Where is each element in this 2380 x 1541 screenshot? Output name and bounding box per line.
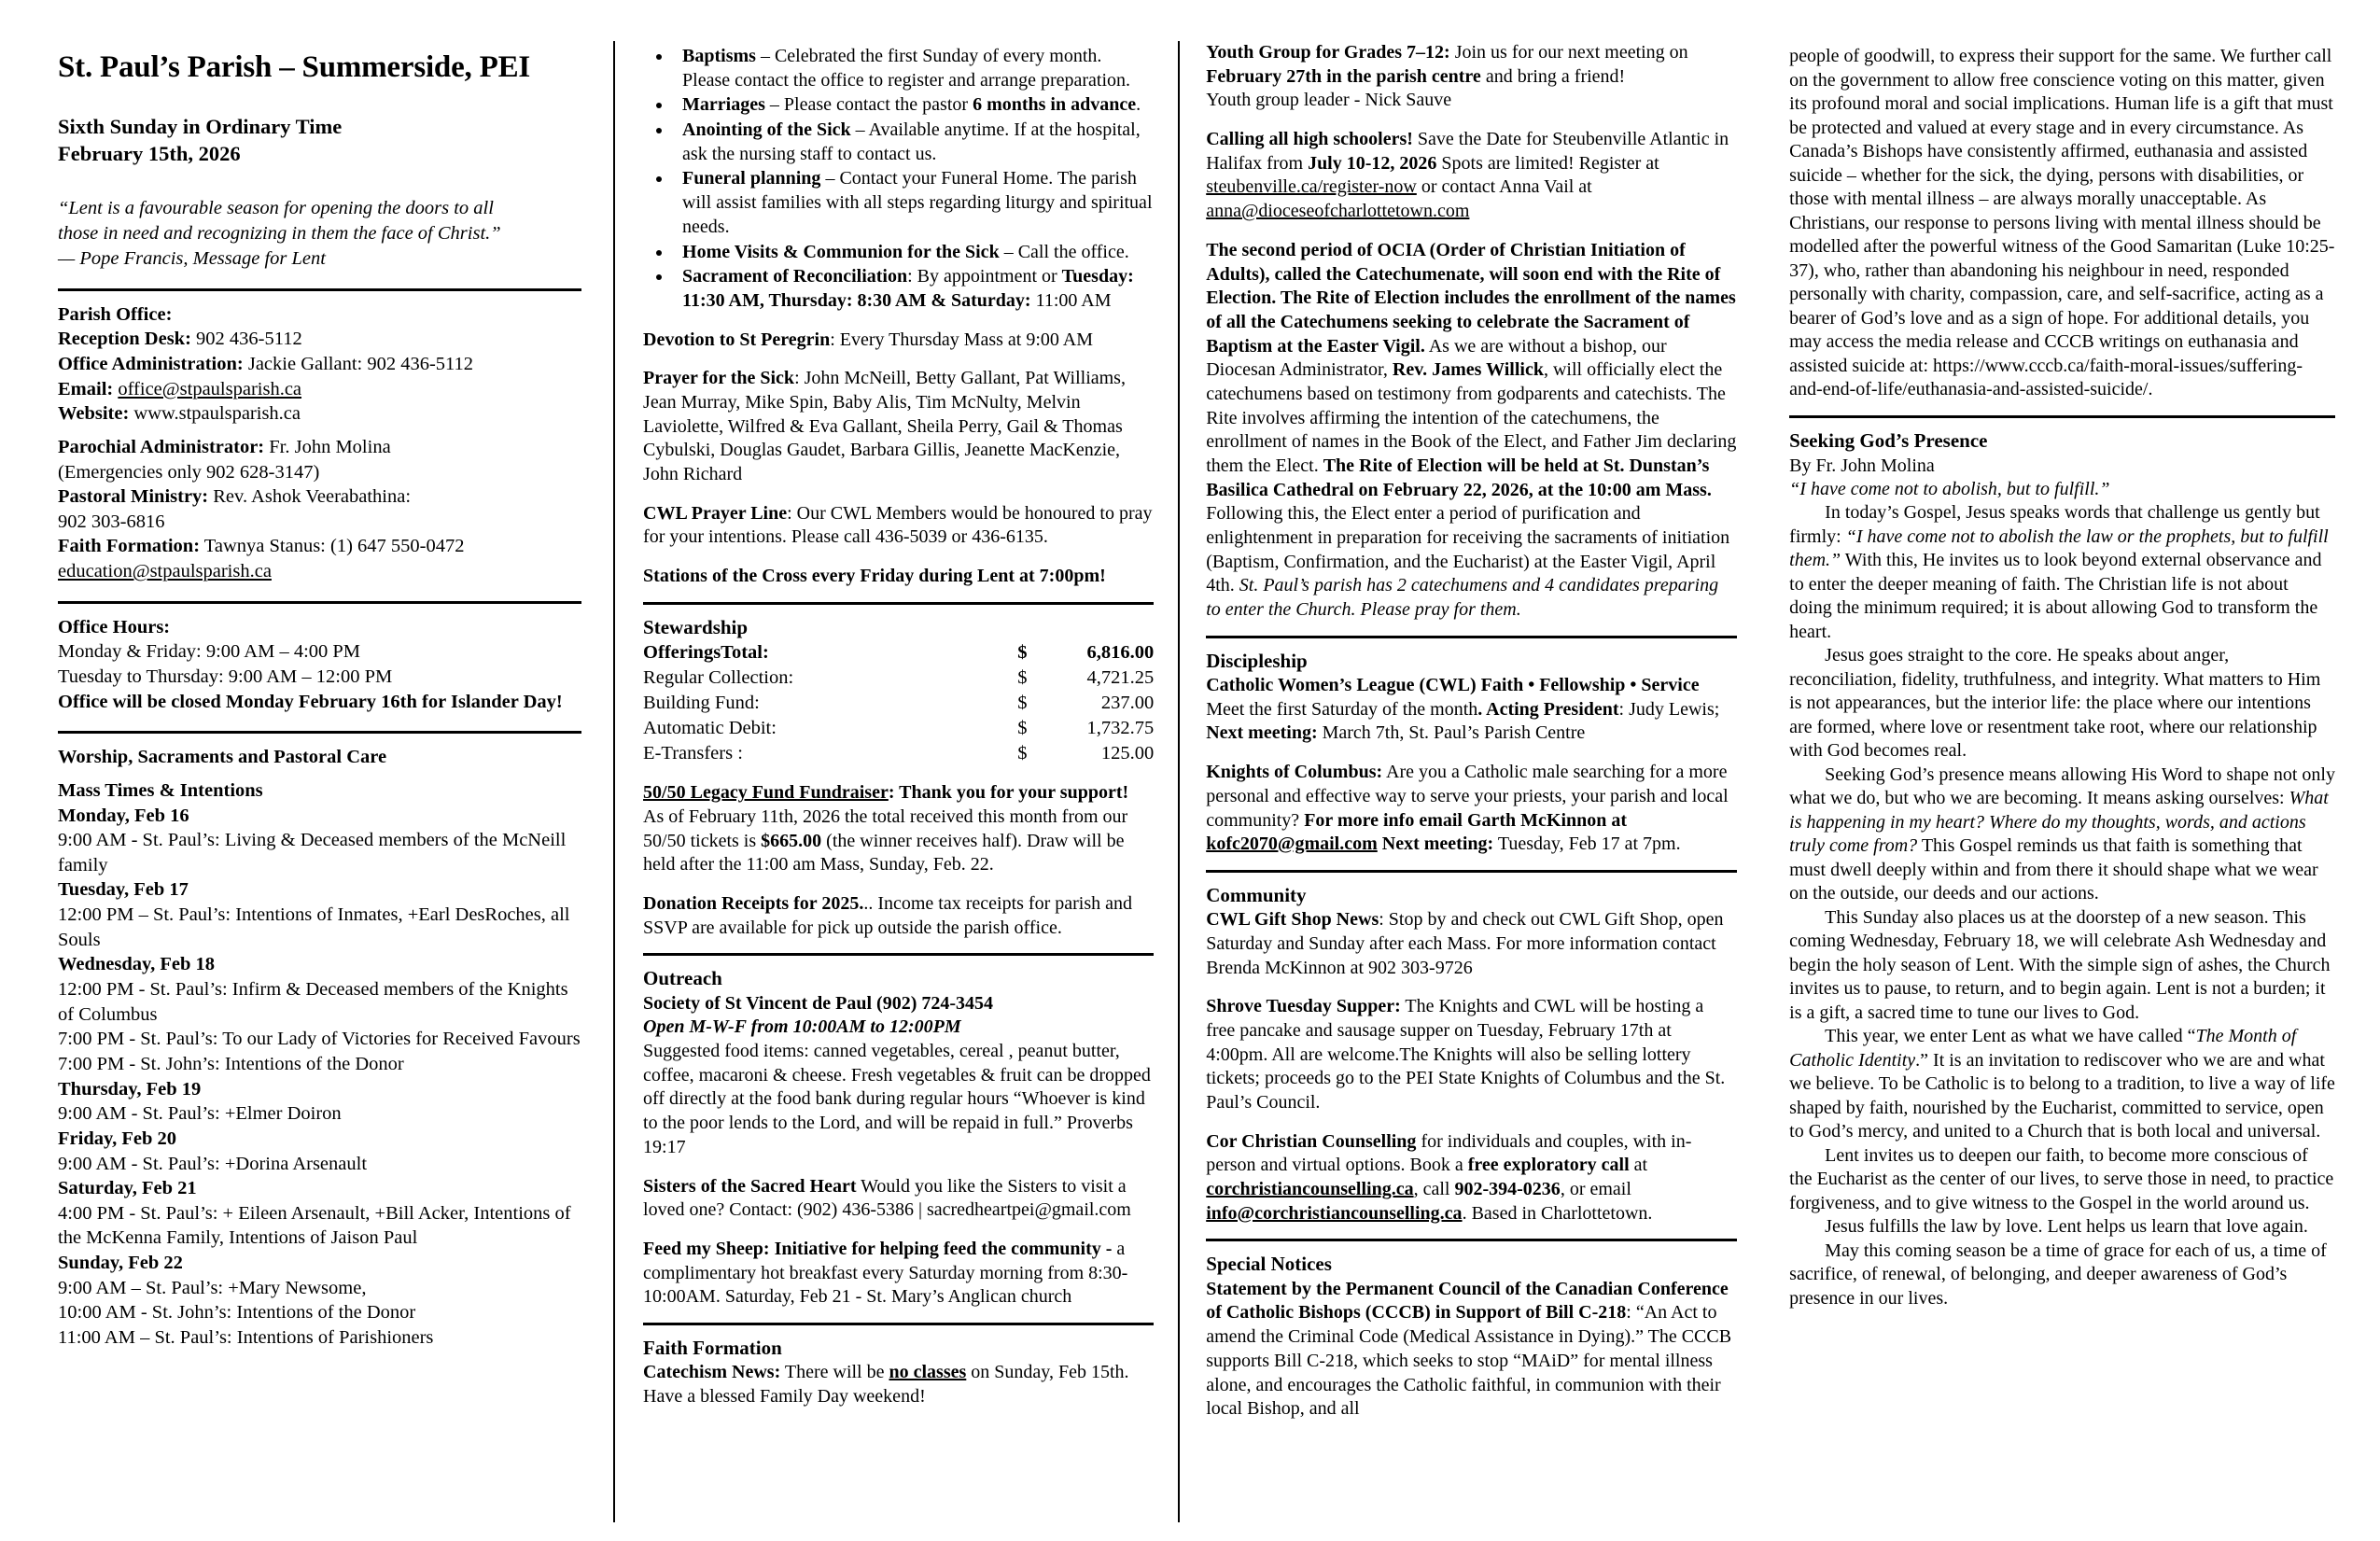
cor-email-link[interactable]: info@corchristiancounselling.ca (1206, 1202, 1463, 1224)
steubenville-register-link[interactable]: steubenville.ca/register-now (1206, 176, 1417, 198)
donation-receipts (643, 892, 1154, 940)
cccb-statement (1206, 1278, 1737, 1422)
mass-intention-entry: 4:00 PM - St. Paul’s: + Eileen Arsenault, +Bill Acker, Intentions of the McKenna Family, Intentions of Jaison Paul (58, 1202, 571, 1249)
quote-line-2: those in need and recognizing in them the face of Christ.” (58, 222, 501, 244)
table-row (643, 716, 1154, 741)
cwl-title: Catholic Women’s League (CWL) Faith • Fellowship • Service (1206, 675, 1700, 696)
mass-day-header: Sunday, Feb 22 (58, 1253, 183, 1274)
devotion-peregrine (643, 329, 1154, 353)
mass-intention-entry: 11:00 AM – St. Paul’s: Intentions of Parishioners (58, 1327, 434, 1349)
ocia-plain-1: As we are without a bishop, our Diocesan Administrator, (1206, 335, 1667, 381)
offering-label: Regular Collection: (643, 667, 794, 689)
cor-phone: 902-394-0236 (1454, 1179, 1561, 1200)
legacy-fund-body-1: As of February 11th, 2026 the total received this month from our 50/50 tickets is (643, 806, 1128, 851)
mass-day-header: Tuesday, Feb 17 (58, 879, 189, 901)
pastoral-ministry-row (58, 484, 581, 510)
faith-formation-heading: Faith Formation (643, 1336, 782, 1359)
seeking-p5-a: This year, we enter Lent as what we have called “ (1825, 1026, 2196, 1047)
sacrament-emphasis: Tuesday: 11:30 AM, Thursday: 8:30 AM & Saturday: (682, 266, 1134, 311)
cwl-president-label: . Acting President (1477, 698, 1619, 720)
ocia-block (1206, 239, 1737, 623)
ocia-bold-1: The second period of OCIA (Order of Christian Initiation of Adults), called the Catechumenate, will soon end with the Rite of Election. The Rite of Election includes the enrollment of the names of all the Catechumens seeking to celebrate the Sacrament of Baptism at the Easter Vigil. (1206, 239, 1736, 357)
website-value[interactable]: www.stpaulsparish.ca (129, 403, 301, 425)
emergencies-row: (Emergencies only 902 628-3147) (58, 461, 320, 483)
office-hours-line-2: Tuesday to Thursday: 9:00 AM – 12:00 PM (58, 666, 393, 687)
offering-amount: 4,721.25 (1086, 667, 1155, 689)
cor-label: Cor Christian Counselling (1206, 1130, 1417, 1152)
column-reflection (1761, 41, 2335, 1522)
ssvp-hours: Open M-W-F from 10:00AM to 12:00PM (643, 1016, 961, 1038)
offering-amount: 1,732.75 (1086, 718, 1155, 739)
parish-office-block (58, 302, 581, 584)
divider (643, 953, 1154, 956)
list-item (673, 45, 1154, 92)
pastoral-label: Pastoral Ministry: (58, 486, 209, 508)
parochial-label: Parochial Administrator: (58, 436, 265, 457)
list-item (673, 241, 1154, 265)
sacrament-text: – Available anytime. If at the hospital, ask the nursing staff to contact us. (682, 119, 1141, 164)
gift-shop-text: : Stop by and check out CWL Gift Shop, open Saturday and Sunday after each Mass. For more information contact Brenda McKinnon at 902 303-9726 (1206, 909, 1724, 978)
cccb-statement-text: : “An Act to amend the Criminal Code (Medical Assistance in Dying).” The CCCB supports Bill C-218, which seeks to stop “MAiD” for mental illness alone, and encourages the Catholic faithful, in communion with their local Bishop, and all (1206, 1302, 1732, 1420)
mass-intention-entry: 9:00 AM - St. Paul’s: +Elmer Doiron (58, 1103, 342, 1125)
sacrament-emphasis: 6 months in advance (973, 94, 1137, 116)
steubenville-text-3: or contact Anna Vail at (1416, 176, 1592, 198)
sacrament-text: : By appointment or (907, 266, 1062, 287)
sacrament-label: Home Visits & Communion for the Sick (682, 241, 1000, 262)
mass-intention-entry: 7:00 PM - St. Paul’s: To our Lady of Victories for Received Favours (58, 1029, 581, 1050)
column-youth-discipleship (1178, 41, 1761, 1522)
seeking-paragraph-8: May this coming season be a time of grace for each of us, a time of sacrifice, of renewal, of belonging, and deeper awareness of God’s presence in our lives. (1789, 1240, 2327, 1309)
sacrament-label: Baptisms (682, 46, 756, 66)
legacy-fund-thanks: : Thank you for your support! (888, 782, 1129, 804)
mass-times-heading: Mass Times & Intentions (58, 779, 263, 801)
mass-intention-entry: 12:00 PM – St. Paul’s: Intentions of Inmates, +Earl DesRoches, all Souls (58, 904, 570, 950)
email-row (58, 377, 581, 402)
kofc-contact-label: For more info email Garth McKinnon at (1304, 809, 1628, 831)
pastoral-phone: 902 303-6816 (58, 511, 165, 532)
ocia-plain-2: , will officially elect the catechumens based on testimony from godparents and catechists. The Rite involves affirming the intention of the catechumens, the enrollment of names in the Book of the Elect, and Father Jim declaring them the Elect. (1206, 359, 1737, 476)
steubenville-block (1206, 128, 1737, 224)
seeking-p3-b: This Gospel reminds us that faith is something that must dwell deeply within and from there it should shape what we wear on the outside, our deeds and our actions. (1789, 835, 2318, 904)
seeking-paragraph-4: This Sunday also places us at the doorstep of a new season. This coming Wednesday, February 18, we will celebrate Ash Wednesday and begin the holy season of Lent. With the simple sign of ashes, the Church invites us to pause, to return, and to begin again. Lent is not a burden; it is a gift, a sacred time to tune our lives to God. (1789, 906, 2331, 1023)
mass-day-header: Friday, Feb 20 (58, 1128, 176, 1149)
receipts-text: .. Income tax receipts for parish and SSVP are available for pick up outside the parish office. (643, 893, 1132, 938)
steubenville-label: Calling all high schoolers! (1206, 129, 1413, 150)
seeking-p1-quote: “I have come not to abolish the law or the prophets, but to fulfill them.” (1789, 525, 2329, 571)
mass-intention-entry: 12:00 PM - St. Paul’s: Infirm & Deceased members of the Knights of Columbus (58, 979, 568, 1025)
prayer-sick-names: : John McNeill, Betty Gallant, Pat Williams, Jean Murray, Mike Spin, Baby Alis, Tim McNulty, Melvin Laviolette, Wilfred & Eva Gallant, Sheila Perry, Gail & Thomas Cybulski, Douglas Gaudet, Barbara Gillis, Jeanette MacKenzie, John Richard (643, 368, 1126, 484)
special-notices-heading: Special Notices (1206, 1253, 1332, 1276)
mass-intention-entry: 9:00 AM - St. Paul’s: +Dorina Arsenault (58, 1153, 368, 1174)
catechism-rest: on Sunday, Feb 15th. Have a blessed Family Day weekend! (643, 1362, 1129, 1407)
cwl-prayer-label: CWL Prayer Line (643, 502, 788, 524)
offerings-total-currency: $ (1017, 642, 1028, 664)
offerings-table (643, 640, 1154, 766)
liturgical-day-label: Sixth Sunday in Ordinary Time (58, 114, 343, 138)
community-block (1206, 883, 1737, 1226)
community-heading: Community (1206, 883, 1307, 906)
website-row (58, 401, 581, 427)
seeking-p1-a: In today’s Gospel, Jesus speaks words that challenge us gently but firmly: (1789, 502, 2320, 547)
outreach-block (643, 966, 1154, 1310)
seeking-gods-presence-block (1789, 428, 2335, 1311)
seeking-paragraph-1 (1789, 501, 2335, 644)
liturgical-day (58, 114, 581, 168)
legacy-fund-title: 50/50 Legacy Fund Fundraiser (643, 782, 889, 804)
catechism-no-classes: no classes (889, 1362, 967, 1383)
seeking-p5-b: .” It is an invitation to rediscover who we are and what we believe. To be Catholic is to belong to a tradition, to live a way of life shaped by faith, nourished by the Eucharist, committed to service, open to God’s mercy, and united to a Church that is both local and universal. (1789, 1049, 2335, 1142)
offering-label: Automatic Debit: (643, 718, 777, 739)
sacrament-label: Funeral planning (682, 168, 821, 189)
sacrament-label: Marriages (682, 94, 765, 116)
gift-shop-label: CWL Gift Shop News (1206, 909, 1379, 931)
sacrament-text-2: . (1136, 94, 1141, 116)
page-title: St. Paul’s Parish – Summerside, PEI (58, 50, 531, 84)
mass-day-header: Thursday, Feb 19 (58, 1078, 202, 1100)
faith-formation-email-link[interactable]: education@stpaulsparish.ca (58, 561, 272, 582)
shrove-text: The Knights and CWL will be hosting a free pancake and sausage supper on Tuesday, February 17th at 4:00pm. All are welcome.The Knights will also be selling lottery tickets; proceeds go to the PEI State Knights of Columbus and the St. Paul’s Council. (1206, 996, 1726, 1114)
offering-currency: $ (1017, 718, 1028, 739)
cor-text-4: , or email (1560, 1179, 1631, 1200)
prayer-sick-label: Prayer for the Sick (643, 368, 795, 389)
faith-formation-row (58, 534, 581, 559)
office-closed-notice: Office will be closed Monday February 16th for Islander Day! (58, 691, 563, 712)
kofc-body-1: Are you a Catholic male searching for a more personal and effective way to serve your priests, your parish and local community? (1206, 762, 1729, 831)
special-notices-block (1206, 1252, 1737, 1421)
list-item (673, 93, 1154, 118)
stations-of-the-cross: Stations of the Cross every Friday during Lent at 7:00pm! (643, 566, 1106, 587)
seeking-heading: Seeking God’s Presence (1789, 428, 1988, 452)
column-parish-info (58, 41, 613, 1522)
youth-group-label: Youth Group for Grades 7–12: (1206, 42, 1450, 63)
faith-formation-value: Tawnya Stanus: (1) 647 550-0472 (200, 536, 465, 557)
discipleship-block (1206, 649, 1737, 857)
seeking-paragraph-6: Lent invites us to deepen our faith, to become more conscious of the Eucharist as the center of our lives, to serve those in need, to practice forgiveness, and to give witness to the Gospel in the world around us. (1789, 1144, 2334, 1213)
cor-text-1: for individuals and couples, with in-person and virtual options. Book a (1206, 1130, 1692, 1176)
ocia-administrator-name: Rev. James Willick (1392, 359, 1544, 381)
reception-label: Reception Desk: (58, 329, 191, 350)
parish-office-heading: Parish Office: (58, 303, 173, 325)
admin-value: Jackie Gallant: 902 436-5112 (243, 353, 474, 374)
sisters-sacred-heart (643, 1175, 1154, 1223)
seeking-byline: By Fr. John Molina (1789, 455, 1935, 476)
quote-line-1: “Lent is a favourable season for opening the doors to all (58, 197, 494, 218)
sisters-text: Would you like the Sisters to visit a loved one? Contact: (902) 436-5386 | sacredheartpei@gmail.com (643, 1175, 1131, 1221)
steubenville-text-2: Spots are limited! Register at (1436, 152, 1659, 174)
parochial-value: Fr. John Molina (264, 436, 391, 457)
steubenville-email-link[interactable]: anna@dioceseofcharlottetown.com (1206, 201, 1470, 222)
cor-christian-counselling (1206, 1130, 1737, 1226)
offerings-total-amount: 6,816.00 (1086, 642, 1155, 664)
divider (643, 1323, 1154, 1325)
list-item (673, 119, 1154, 166)
kofc-next-meeting-value: Tuesday, Feb 17 at 7pm. (1493, 834, 1681, 855)
divider (1206, 870, 1737, 873)
parochial-admin-row (58, 435, 581, 460)
offerings-total-label: OfferingsTotal: (643, 642, 769, 664)
seeking-p1-b: With this, He invites us to look beyond external observance and to enter the deeper meaning of faith. The Christian life is not about doing the minimum required; it is about allowing God to transform the heart. (1789, 550, 2322, 642)
email-label: Email: (58, 378, 114, 399)
sacrament-label: Sacrament of Reconciliation (682, 266, 908, 287)
kofc-next-meeting-label: Next meeting: (1377, 834, 1494, 855)
reception-value: 902 436-5112 (190, 329, 302, 350)
ocia-catechumen-note: St. Paul’s parish has 2 catechumens and 4 candidates preparing to enter the Church. Please pray for them. (1206, 575, 1719, 621)
feed-my-sheep (643, 1238, 1154, 1310)
cor-free-call: free exploratory call (1467, 1155, 1630, 1176)
sacrament-text-2: 11:00 AM (1030, 289, 1112, 311)
sacrament-text: – Contact your Funeral Home. The parish will assist families with all steps regarding liturgy and spiritual needs. (682, 168, 1153, 237)
mass-intention-entry: 9:00 AM – St. Paul’s: +Mary Newsome, (58, 1277, 367, 1298)
list-item (673, 265, 1154, 313)
stewardship-block (643, 615, 1154, 767)
stewardship-heading: Stewardship (643, 615, 749, 638)
youth-group-text-1: Join us for our next meeting on (1449, 42, 1688, 63)
cwl-next-meeting-label: Next meeting: (1206, 722, 1318, 744)
table-row (643, 665, 1154, 691)
catechism-label: Catechism News: (643, 1362, 781, 1383)
cccb-statement-continued: people of goodwill, to express their support for the same. We further call on the government to allow free conscience voting on this matter, given its profound moral and social implications. Human life is a gift that must be protected and valued at every stage and in every circumstance. As Canada’s Bishops have consistently affirmed, euthanasia and assisted suicide – whether for the sick, the dying, persons with disabilities, or those with mental illness – are always morally unacceptable. As Christians, our response to persons living with mental illness should be modelled after the powerful witness of the Good Samaritan (Luke 10:25-37), who, rather than abandoning his neighbour in need, responded personally with charity, compassion, care, and self-sacrifice, acting as a bearer of God’s love and as a sign of hope. For additional details, you may access the media release and CCCB writings on euthanasia and assisted suicide at: https://www.cccb.ca/faith-moral-issues/suffering-and-end-of-life/euthanasia-and-assisted-suicide/. (1789, 46, 2335, 399)
cwl-block (1206, 674, 1737, 746)
cwl-next-meeting-value: March 7th, St. Paul’s Parish Centre (1317, 722, 1586, 744)
table-row-total (643, 640, 1154, 665)
pastoral-value: Rev. Ashok Veerabathina: (208, 486, 412, 508)
peregrine-text: : Every Thursday Mass at 9:00 AM (830, 329, 1094, 350)
cwl-prayer-text: : Our CWL Members would be honoured to pray for your intentions. Please call 436-5039 or 436-6135. (643, 502, 1153, 548)
ssvp-block (643, 992, 1154, 1160)
sacrament-text: – Celebrated the first Sunday of every month. Please contact the office to register and arrange preparation. (682, 46, 1131, 91)
divider (58, 601, 581, 604)
cor-location: . Based in Charlottetown. (1462, 1202, 1653, 1224)
kofc-label: Knights of Columbus: (1206, 762, 1383, 783)
outreach-heading: Outreach (643, 967, 722, 990)
cor-website-link[interactable]: corchristiancounselling.ca (1206, 1179, 1414, 1200)
knights-of-columbus-block (1206, 761, 1737, 857)
peregrine-label: Devotion to St Peregrin (643, 329, 831, 350)
cor-text-2: at (1629, 1155, 1648, 1176)
seeking-paragraph-5 (1789, 1025, 2335, 1144)
receipts-label: Donation Receipts for 2025. (643, 893, 864, 915)
mass-schedule-list (58, 804, 581, 1351)
discipleship-heading: Discipleship (1206, 649, 1308, 672)
admin-label: Office Administration: (58, 353, 244, 374)
steubenville-text-1: Save the Date for Steubenville Atlantic in Halifax from (1206, 129, 1729, 174)
ocia-plain-3: Following this, the Elect enter a period of purification and enlightenment in preparation for receiving the sacraments of initiation (Baptism, Confirmation, and the Eucharist) at the Easter Vigil, April 4th. (1206, 503, 1730, 596)
sacrament-text: – Please contact the pastor (764, 94, 973, 116)
worship-block (58, 745, 581, 1350)
cor-text-3: , call (1413, 1179, 1455, 1200)
shrove-tuesday-supper (1206, 995, 1737, 1114)
divider (58, 731, 581, 734)
cwl-meet-text: Meet the first Saturday of the month (1206, 698, 1478, 720)
faith-formation-block (643, 1336, 1154, 1409)
legacy-fund-body-2: (the winner receives half). Draw will be held after the 11:00 am Mass, Sunday, Feb. 22. (643, 830, 1125, 876)
mass-day-header: Saturday, Feb 21 (58, 1178, 197, 1199)
mass-day-header: Wednesday, Feb 18 (58, 954, 216, 975)
cwl-president-name: : Judy Lewis; (1618, 698, 1720, 720)
youth-group-block (1206, 41, 1737, 113)
table-row (643, 741, 1154, 766)
legacy-fund-amount: $665.00 (761, 830, 822, 851)
divider (1206, 1239, 1737, 1241)
divider (1789, 415, 2335, 418)
bulletin-date: February 15th, 2026 (58, 141, 241, 165)
ssvp-body: Suggested food items: canned vegetables, cereal , peanut butter, coffee, macaroni & cheese. Fresh vegetables & fruit can be dropped off directly at the food bank during regular hours “Whoever is kind to the poor lends to the Lord, and will be repaid in full.” Proverbs 19:17 (643, 1041, 1151, 1157)
mass-intention-entry: 10:00 AM - St. John’s: Intentions of the Donor (58, 1302, 416, 1324)
offering-currency: $ (1017, 667, 1028, 689)
worship-heading: Worship, Sacraments and Pastoral Care (58, 747, 387, 768)
cwl-gift-shop (1206, 908, 1737, 980)
seeking-p5-theme: The Month of Catholic Identity (1789, 1026, 2297, 1071)
cwl-prayer-line (643, 502, 1154, 550)
seeking-p3-question: What is happening in my heart? Where do my thoughts, words, and actions truly come from? (1789, 788, 2329, 857)
sisters-label: Sisters of the Sacred Heart (643, 1175, 857, 1197)
sacrament-label: Anointing of the Sick (682, 119, 851, 141)
seeking-paragraph-3 (1789, 763, 2335, 906)
mass-intention-entry: 9:00 AM - St. Paul’s: Living & Deceased members of the McNeill family (58, 830, 567, 876)
column-sacraments-stewardship (613, 41, 1178, 1522)
sacraments-list (643, 45, 1154, 314)
sacrament-text: – Call the office. (999, 241, 1129, 262)
office-email-link[interactable]: office@stpaulsparish.ca (118, 378, 302, 399)
offering-amount: 237.00 (1100, 693, 1155, 714)
seeking-epigraph: “I have come not to abolish, but to fulfill.” (1789, 478, 2110, 499)
offering-currency: $ (1017, 743, 1028, 764)
kofc-email-link[interactable]: kofc2070@gmail.com (1206, 834, 1378, 855)
mass-intention-entry: 7:00 PM - St. John’s: Intentions of the Donor (58, 1053, 404, 1074)
steubenville-dates: July 10-12, 2026 (1308, 152, 1437, 174)
seeking-p3-a: Seeking God’s presence means allowing His Word to shape not only what we do, but who we are becoming. It means asking ourselves: (1789, 763, 2335, 809)
divider (58, 288, 581, 291)
office-admin-row (58, 352, 581, 377)
seeking-paragraph-7: Jesus fulfills the law by love. Lent helps us learn that love again. (1825, 1216, 2308, 1238)
mass-day-header: Monday, Feb 16 (58, 805, 189, 826)
cccb-statement-title: Statement by the Permanent Council of the Canadian Conference of Catholic Bishops (CCCB) in Support of Bill C-218 (1206, 1278, 1729, 1324)
office-hours-block (58, 615, 581, 715)
offering-label: E-Transfers : (643, 743, 743, 764)
office-hours-heading: Office Hours: (58, 616, 171, 637)
feed-label: Feed my Sheep: Initiative for helping feed the community - (643, 1238, 1113, 1259)
offering-amount: 125.00 (1100, 743, 1155, 764)
catechism-mid: There will be (780, 1362, 889, 1383)
ocia-rite-details: The Rite of Election will be held at St. Dunstan’s Basilica Cathedral on February 22, 2026, at the 10:00 am Mass. (1206, 455, 1712, 500)
reception-desk-row (58, 327, 581, 352)
prayer-for-the-sick (643, 367, 1154, 486)
divider (643, 602, 1154, 605)
youth-group-text-2: and bring a friend! (1480, 65, 1626, 87)
youth-group-leader: Youth group leader - Nick Sauve (1206, 90, 1452, 111)
feed-text: a complimentary hot breakfast every Saturday morning from 8:30-10:00AM. Saturday, Feb 21 - St. Mary’s Anglican church (643, 1238, 1128, 1308)
quote-attribution: — Pope Francis, Message for Lent (58, 247, 326, 269)
offering-label: Building Fund: (643, 693, 760, 714)
seeking-paragraph-2: Jesus goes straight to the core. He speaks about anger, reconciliation, fidelity, truthfulness, and integrity. What matters to Him is not appearances, but the interior life: the place where our intentions are formed, where love or resentment take root, where our relationship with God becomes real. (1789, 645, 2321, 762)
pope-quote (58, 196, 581, 272)
ssvp-title: Society of St Vincent de Paul (902) 724-3454 (643, 992, 994, 1014)
shrove-label: Shrove Tuesday Supper: (1206, 996, 1401, 1017)
legacy-fund-block (643, 781, 1154, 877)
table-row (643, 691, 1154, 716)
divider (1206, 636, 1737, 638)
website-label: Website: (58, 403, 130, 425)
youth-group-date: February 27th in the parish centre (1206, 65, 1481, 87)
catechism-news (643, 1361, 1154, 1408)
office-hours-line-1: Monday & Friday: 9:00 AM – 4:00 PM (58, 641, 361, 663)
faith-formation-label: Faith Formation: (58, 536, 201, 557)
offering-currency: $ (1017, 693, 1028, 714)
list-item (673, 167, 1154, 239)
